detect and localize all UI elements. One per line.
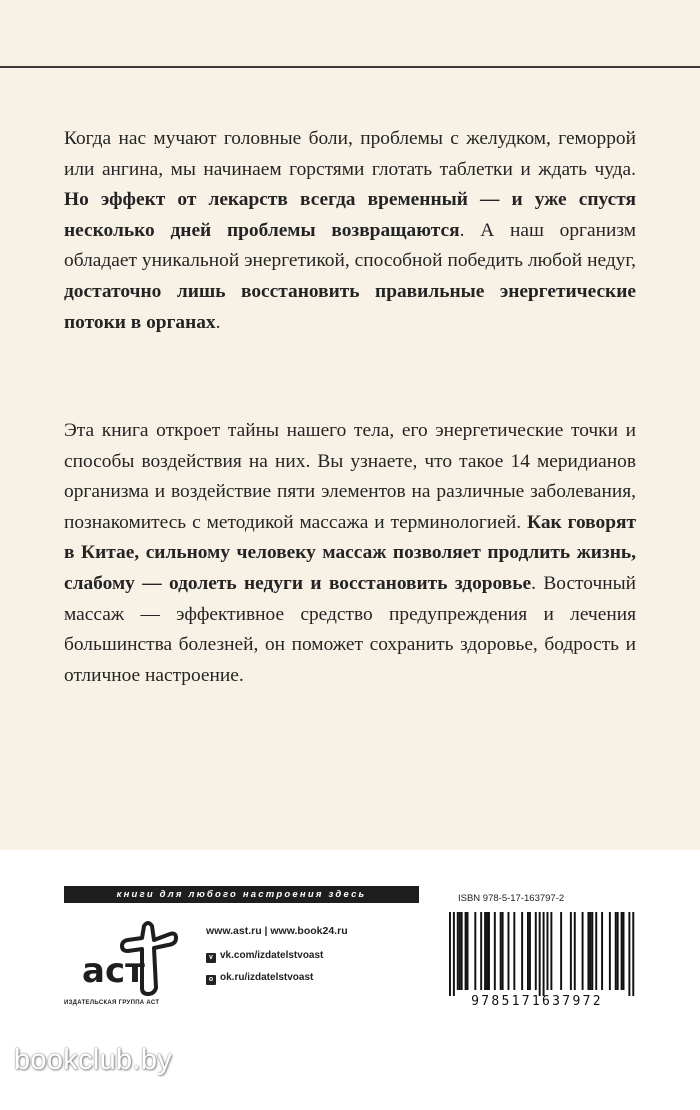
paragraph-2-run: Эта книга откроет тайны нашего тела, его энергетические точки и способы воздействия на них. Вы узнаете, что такое 14 меридианов организма и воздействие пяти элементов на различные заболевания, познакомитесь с методикой массажа и терминологией. [64,420,636,533]
barcode-bar [502,912,504,990]
ok-icon: o [206,975,216,985]
ok-link-text: ok.ru/izdatelstvoast [220,972,314,983]
barcode-bar [461,912,463,990]
vk-link[interactable] [206,945,348,967]
barcode-bar [550,912,552,990]
slogan-bar: книги для любого настроения здесь [64,886,419,903]
barcode-bar [623,912,625,990]
barcode-bar [601,912,603,990]
barcode-bar [465,912,467,990]
barcode-bar [591,912,593,990]
vk-link-text: vk.com/izdatelstvoast [220,950,324,961]
barcode-bar [474,912,476,990]
website-links[interactable]: www.ast.ru | www.book24.ru [206,925,348,937]
isbn-barcode [437,912,637,1009]
ok-link[interactable] [206,967,348,989]
isbn-label: ISBN 978-5-17-163797-2 [458,893,565,904]
logo-letters: аст [82,951,145,991]
top-divider-line [0,66,700,68]
barcode-bar [467,912,469,990]
barcode-bar [494,912,496,990]
barcode-bar [632,912,634,996]
barcode-bar [615,912,617,990]
paragraph-1-run: достаточно лишь восстановить правильные энергетические потоки в органах [64,280,636,333]
barcode-bar [539,912,541,996]
barcode-bar [500,912,502,990]
barcode-bar [453,912,455,996]
barcode-bar [521,912,523,990]
barcode-bar [595,912,597,990]
paragraph-1-run: . А наш организм обладает уникальной энергетикой, способной победить любой недуг, [64,219,636,272]
watermark-text: bookclub.by [14,1044,173,1076]
barcode-bar [617,912,619,990]
barcode-bar [513,912,515,990]
barcode-bar [486,912,488,990]
barcode-bar [459,912,461,990]
publisher-links [206,920,348,989]
barcode-bar [547,912,549,990]
barcode-bar [480,912,482,990]
annotation-paragraph-1 [64,124,636,338]
paragraph-2-run: . Восточный массаж — эффективное средство предупреждения и лечения большинства болезней, он поможет сохранить здоровье, бодрость и отличное настроение. [64,572,636,686]
barcode-bar [574,912,576,990]
barcode-digits: 9785171637972 [471,994,603,1009]
barcode-bar [527,912,529,990]
barcode-bar [582,912,584,990]
barcode-bar [457,912,459,990]
annotation-paragraph-2 [64,416,636,691]
barcode-bar [587,912,589,990]
paragraph-2-run: Как говорят в Китае, сильному человеку массаж позволяет продлить жизнь, слабому — одолеть недуги и восстановить здоровье [64,511,636,594]
barcode-bar [488,912,490,990]
barcode-bar [449,912,451,996]
barcode-bar [484,912,486,990]
barcode-bar [529,912,531,990]
vk-icon: v [206,953,216,963]
ast-logo [74,918,194,996]
barcode-bar [621,912,623,990]
paragraph-1-run: . [215,311,221,333]
paragraph-1-run: Но эффект от лекарств всегда временный — и уже спустя несколько дней проблемы возвращаются [64,189,636,241]
barcode-bar [560,912,562,990]
barcode-bar [535,912,537,990]
barcode-bar [589,912,591,990]
barcode-bar [508,912,510,990]
publisher-caption: ИЗДАТЕЛЬСКАЯ ГРУППА АСТ [64,1000,160,1006]
barcode-bar [628,912,630,996]
barcode-bar [609,912,611,990]
paragraph-1-run: Когда нас мучают головные боли, проблемы с желудком, геморрой или ангина, мы начинаем горстями глотать таблетки и ждать чуда. [64,128,636,180]
barcode-bar [543,912,545,996]
barcode-bar [570,912,572,990]
